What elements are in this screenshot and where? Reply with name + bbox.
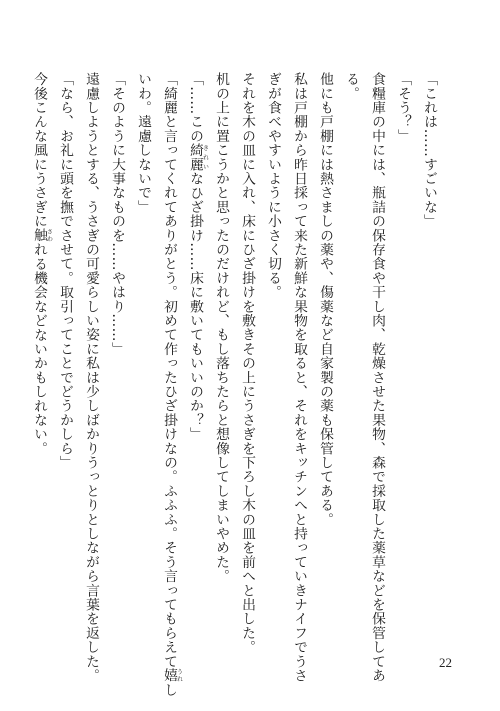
text-line xyxy=(26,72,52,632)
text-fragment: 「綺麗と言ってくれてありがとう。初めて作ったひざ掛けなの。ふふふ。そう言ってもらえて xyxy=(161,72,177,669)
text-line: 他にも戸棚には熱さましの薬や、傷薬など自家製の薬も保管してある。 xyxy=(317,72,333,527)
text-fragment: 今後こんな風にうさぎに xyxy=(31,72,47,229)
text-line xyxy=(156,72,183,697)
text-line: それを木の皿に入れ、床にひざ掛けを敷きその上にうさぎを下ろし木の皿を前へと出した。 xyxy=(239,72,255,655)
ruby-reading: うれ xyxy=(175,668,183,683)
text-fragment: れる機会などないかもしれない。 xyxy=(31,242,47,456)
text-line: ぎが食べやすいように小さく切る。 xyxy=(265,72,281,300)
ruby-word: 触さわ xyxy=(31,228,53,243)
text-fragment: し xyxy=(161,682,177,697)
text-fragment: なひざ掛け……床に敷いてもいいのか？」 xyxy=(187,171,203,442)
ruby-reading: きれい xyxy=(201,143,209,172)
text-line xyxy=(182,72,208,632)
ruby-word: 綺麗きれい xyxy=(187,143,209,172)
text-line: 机の上に置こうかと思ったのだけれど、もし落ちたらと想像してしまいやめた。 xyxy=(213,72,229,584)
text-line: 「なら、お礼に頭を撫でさせて。取引ってことでどうかしら」 xyxy=(57,72,73,470)
text-line: 食糧庫の中には、瓶詰の保存食や干し肉、乾燥させた果物、森で採取した薬草などを保管してあ xyxy=(369,72,385,683)
ruby-reading: さわ xyxy=(45,228,53,243)
text-line: いわ。遠慮しないで」 xyxy=(135,72,151,214)
ruby-word: 嬉うれ xyxy=(161,668,183,683)
text-line: 「これは……すごいな」 xyxy=(421,72,437,229)
text-fragment: 「……この xyxy=(187,72,203,143)
page-number: 22 xyxy=(439,655,452,670)
text-line: 「そのように大事なものを……やはり……」 xyxy=(109,72,125,356)
vertical-text-body xyxy=(26,72,442,697)
text-line: る。 xyxy=(343,72,359,101)
text-line: 遠慮しようとする、うさぎの可愛らしい姿に私は少しばかりうっとりとしながら言葉を返した。 xyxy=(83,72,99,683)
text-line: 「そう？」 xyxy=(395,72,411,143)
text-line: 私は戸棚から昨日採って来た新鮮な果物を取ると、それをキッチンへと持っていきナイフでうさ xyxy=(291,72,307,683)
